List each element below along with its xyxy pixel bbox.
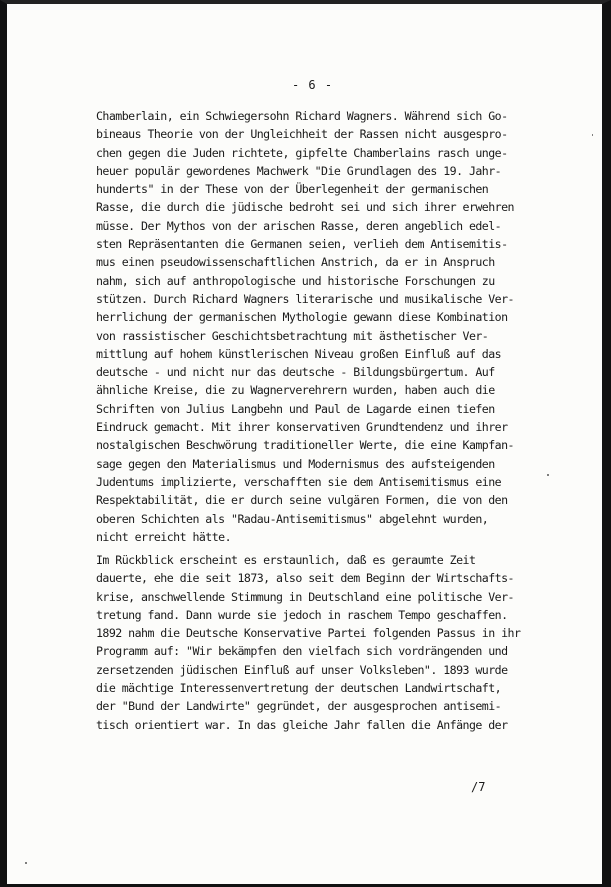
scan-speck [547, 474, 549, 476]
text-line: müsse. Der Mythos von der arischen Rasse, deren angeblich edel- [96, 218, 502, 233]
text-line: ähnliche Kreise, die zu Wagnerverehrern wurden, haben auch die [96, 383, 495, 398]
text-line: bineaus Theorie von der Ungleichheit der Rassen nicht ausgespro- [96, 127, 508, 142]
text-line: Eindruck gemacht. Mit ihrer konservativen Grundtendenz und ihrer [96, 420, 508, 435]
text-line: Rasse, die durch die jüdische bedroht sei und sich ihrer erwehren [96, 200, 514, 215]
text-line: sten Repräsentanten die Germanen seien, verlieh dem Antisemitis- [96, 237, 508, 252]
text-line: krise, anschwellende Stimmung in Deutschland eine politische Ver- [96, 589, 514, 604]
text-line: deutsche - und nicht nur das deutsche - Bildungsbürgertum. Auf [96, 365, 495, 380]
text-line: von rassistischer Geschichtsbetrachtung mit ästhetischer Ver- [96, 328, 489, 343]
text-line: Judentums implizierte, verschafften sie dem Antisemitismus eine [96, 474, 502, 489]
text-line: oberen Schichten als "Radau-Antisemitismus" abgelehnt wurden, [96, 511, 489, 526]
text-line: 1892 nahm die Deutsche Konservative Partei folgenden Passus in ihr [96, 626, 521, 641]
text-line: nostalgischen Beschwörung traditioneller Werte, die eine Kampfan- [96, 438, 514, 453]
text-line: herrlichung der germanischen Mythologie gewann diese Kombination [96, 310, 508, 325]
text-line: hunderts" in der These von der Überlegenheit der germanischen [96, 182, 489, 197]
text-line: sage gegen den Materialismus und Modernismus des aufsteigenden [96, 456, 495, 471]
scan-speck [25, 862, 27, 864]
text-line: Schriften von Julius Langbehn und Paul de Lagarde einen tiefen [96, 401, 495, 416]
continuation-marker: /7 [471, 780, 486, 794]
text-line: tisch orientiert war. In das gleiche Jahr fallen die Anfänge der [96, 717, 508, 732]
text-line: dauerte, ehe die seit 1873, also seit dem Beginn der Wirtschafts- [96, 571, 514, 586]
text-line: heuer populär gewordenes Machwerk "Die Grundlagen des 19. Jahr- [96, 163, 502, 178]
text-line: die mächtige Interessenvertretung der deutschen Landwirtschaft, [96, 681, 502, 696]
text-line: chen gegen die Juden richtete, gipfelte Chamberlains rasch unge- [96, 145, 508, 160]
text-line: der "Bund der Landwirte" gegründet, der ausgesprochen antisemi- [96, 699, 502, 714]
text-line: nicht erreicht hätte. [96, 529, 232, 544]
text-line: mus einen pseudowissenschaftlichen Anstrich, da er in Anspruch [96, 255, 495, 270]
paragraph-1 [96, 107, 514, 546]
text-line: Respektabilität, die er durch seine vulgären Formen, die von den [96, 493, 508, 508]
text-line: Im Rückblick erscheint es erstaunlich, daß es geraumte Zeit [96, 553, 476, 567]
text-line: stützen. Durch Richard Wagners literarische und musikalische Ver- [96, 291, 514, 306]
paragraph-2 [96, 551, 520, 734]
scan-speck [592, 134, 593, 136]
text-line: mittlung auf hohem künstlerischen Niveau großen Einfluß auf das [96, 346, 502, 361]
text-line: zersetzenden jüdischen Einfluß auf unser Volksleben". 1893 wurde [96, 662, 508, 677]
text-line: Programm auf: "Wir bekämpfen den vielfach sich vordrängenden und [96, 644, 508, 659]
page-number: - 6 - [291, 78, 334, 92]
text-line: Chamberlain, ein Schwiegersohn Richard Wagners. Während sich Go- [96, 109, 508, 123]
text-line: nahm, sich auf anthropologische und historische Forschungen zu [96, 273, 495, 288]
text-line: tretung fand. Dann wurde sie jedoch in raschem Tempo geschaffen. [96, 607, 508, 622]
